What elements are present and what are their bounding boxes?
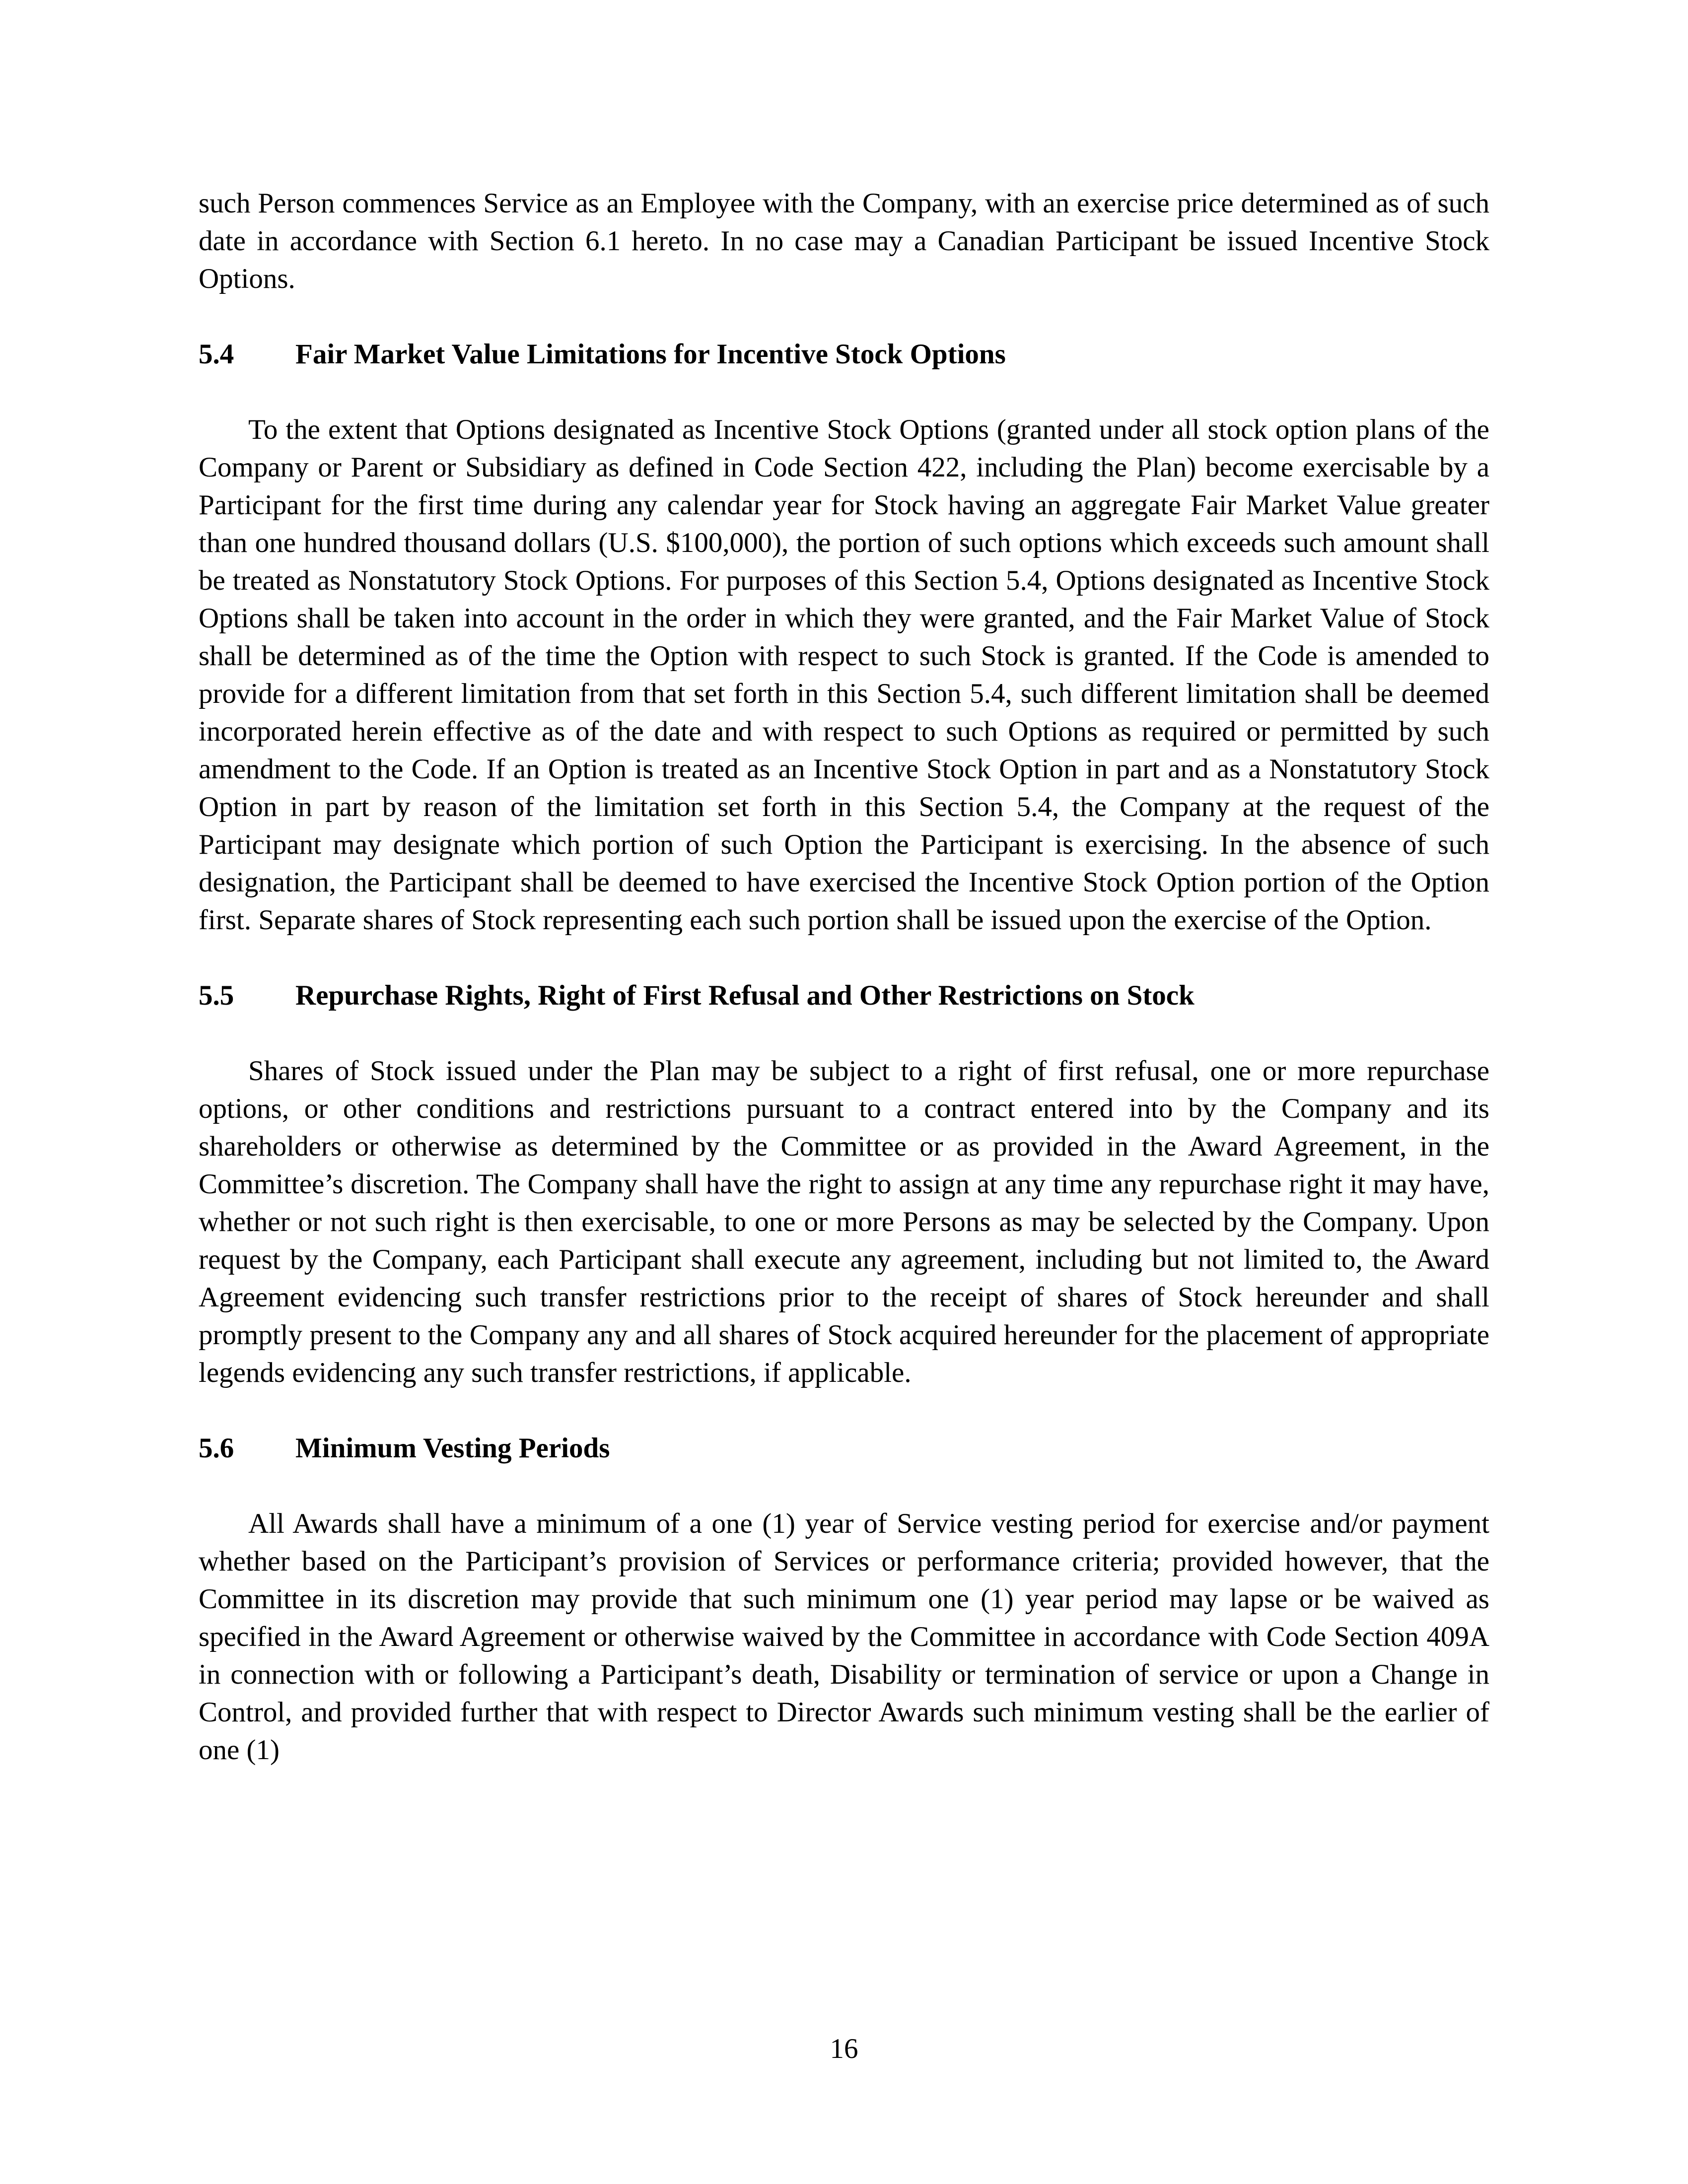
page-content bbox=[199, 185, 1489, 1769]
section-heading-5-5 bbox=[199, 977, 1489, 1015]
section-number-5-6: 5.6 bbox=[199, 1433, 234, 1464]
continued-paragraph: such Person commences Service as an Employee with the Company, with an exercise price determined as of such date in accordance with Section 6.1 hereto. In no case may a Canadian Participant be issued Incentive Stock Options. bbox=[199, 188, 1489, 294]
section-title-5-5: Repurchase Rights, Right of First Refusal and Other Restrictions on Stock bbox=[295, 980, 1195, 1011]
section-title-5-4: Fair Market Value Limitations for Incentive Stock Options bbox=[295, 339, 1006, 370]
section-paragraph-5-4: To the extent that Options designated as Incentive Stock Options (granted under all stock option plans of the Company or Parent or Subsidiary as defined in Code Section 422, including the Plan) become exercisable by a Participant for the first time during any calendar year for Stock having an aggregate Fair Market Value greater than one hundred thousand dollars (U.S. $100,000), the portion of such options which exceeds such amount shall be treated as Nonstatutory Stock Options. For purposes of this Section 5.4, Options designated as Incentive Stock Options shall be taken into account in the order in which they were granted, and the Fair Market Value of Stock shall be determined as of the time the Option with respect to such Stock is granted. If the Code is amended to provide for a different limitation from that set forth in this Section 5.4, such different limitation shall be deemed incorporated herein effective as of the date and with respect to such Options as required or permitted by such amendment to the Code. If an Option is treated as an Incentive Stock Option in part and as a Nonstatutory Stock Option in part by reason of the limitation set forth in this Section 5.4, the Company at the request of the Participant may designate which portion of such Option the Participant is exercising. In the absence of such designation, the Participant shall be deemed to have exercised the Incentive Stock Option portion of the Option first. Separate shares of Stock representing each such portion shall be issued upon the exercise of the Option. bbox=[199, 414, 1489, 936]
section-paragraph-5-6: All Awards shall have a minimum of a one (1) year of Service vesting period for exercise and/or payment whether based on the Participant’s provision of Services or performance criteria; provided however, that the Committee in its discretion may provide that such minimum one (1) year period may lapse or be waived as specified in the Award Agreement or otherwise waived by the Committee in accordance with Code Section 409A in connection with or following a Participant’s death, Disability or termination of service or upon a Change in Control, and provided further that with respect to Director Awards such minimum vesting shall be the earlier of one (1) bbox=[199, 1508, 1489, 1766]
spacer bbox=[199, 939, 1489, 977]
spacer bbox=[199, 373, 1489, 411]
spacer bbox=[199, 1392, 1489, 1430]
section-number-5-5: 5.5 bbox=[199, 980, 234, 1011]
section-paragraph-5-5: Shares of Stock issued under the Plan may be subject to a right of first refusal, one or more repurchase options, or other conditions and restrictions pursuant to a contract entered into by the Company and its shareholders or otherwise as determined by the Committee or as provided in the Award Agreement, in the Committee’s discretion. The Company shall have the right to assign at any time any repurchase right it may have, whether or not such right is then exercisable, to one or more Persons as may be selected by the Company. Upon request by the Company, each Participant shall execute any agreement, including but not limited to, the Award Agreement evidencing such transfer restrictions prior to the receipt of shares of Stock hereunder and shall promptly present to the Company any and all shares of Stock acquired hereunder for the placement of appropriate legends evidencing any such transfer restrictions, if applicable. bbox=[199, 1055, 1489, 1388]
spacer bbox=[199, 1015, 1489, 1052]
section-number-5-4: 5.4 bbox=[199, 339, 234, 370]
spacer bbox=[199, 1467, 1489, 1505]
spacer bbox=[199, 298, 1489, 336]
section-heading-5-6 bbox=[199, 1430, 1489, 1467]
section-title-5-6: Minimum Vesting Periods bbox=[295, 1433, 610, 1464]
page-number: 16 bbox=[830, 2033, 858, 2064]
section-heading-5-4 bbox=[199, 336, 1489, 373]
